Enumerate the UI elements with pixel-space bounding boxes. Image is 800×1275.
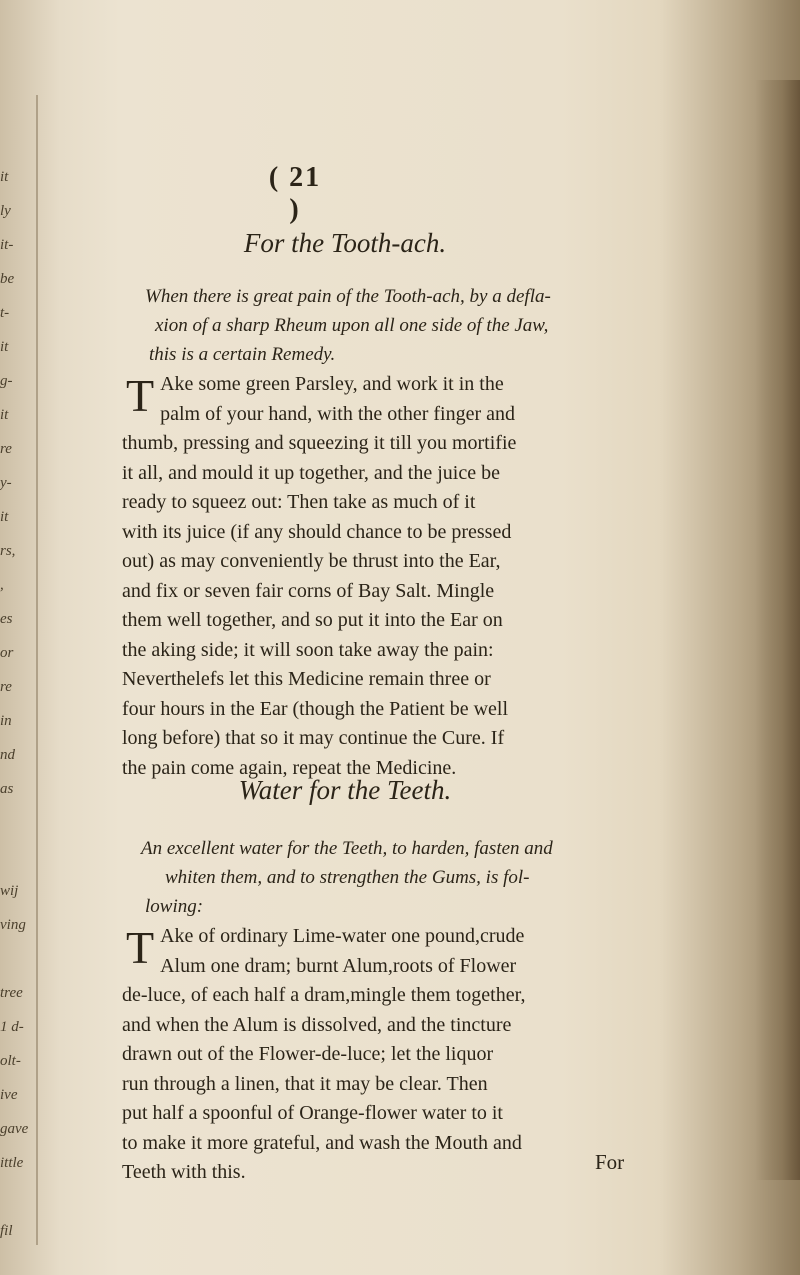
section-subtitle-tooth-ach [145,282,665,369]
facing-page-edge [36,95,38,1245]
subtitle-line: whiten them, and to strengthen the Gums, is fol- [165,867,530,888]
body-line: out) as may conveniently be thrust into the Ear, [122,550,501,572]
body-line: drawn out of the Flower-de-luce; let the liquor [122,1043,494,1065]
facing-page-fragment: be [0,271,15,287]
body-line: Teeth with this. [122,1161,246,1183]
section-heading-tooth-ach: For the Tooth-ach. [243,228,447,258]
facing-page-fragment: it [0,509,9,525]
facing-page-fragment [0,942,34,976]
body-line: and fix or seven fair corns of Bay Salt. Mingle [122,579,495,602]
facing-page-fragment: fil [0,1223,13,1239]
drop-cap: T [126,370,155,421]
subtitle-line: xion of a sharp Rheum upon all one side of the Jaw, [155,315,549,336]
body-line: Alum one dram; burnt Alum,roots of Flower [160,954,517,977]
facing-page-fragment: it [0,407,9,423]
body-line: ready to squeez out: Then take as much of it [122,491,476,513]
body-line: long before) that so it may continue the Cure. If [122,727,505,749]
section-body-tooth-ach [122,370,677,783]
body-line: four hours in the Ear (though the Patient be well [122,697,509,720]
body-line: it all, and mould it up together, and the juice be [122,461,500,484]
body-line: and when the Alum is dissolved, and the tincture [122,1013,512,1036]
facing-page-fragment: olt- [0,1053,21,1069]
body-line: de-luce, of each half a dram,mingle them together, [122,984,526,1006]
facing-page-fragment: nd [0,747,15,763]
body-line: the pain come again, repeat the Medicine. [122,756,457,779]
facing-page-fragment: ly [0,203,11,219]
facing-page-fragment: tree [0,985,23,1001]
section-subtitle-water-for-teeth [141,834,665,921]
facing-page-fragment [0,806,34,840]
facing-page-fragments [0,160,34,1248]
section-body-water-for-teeth [122,922,677,1188]
body-line: the aking side; it will soon take away the pain: [122,638,494,661]
facing-page-fragment: it [0,169,9,185]
facing-page-fragment: or [0,645,14,661]
body-line: Ake of ordinary Lime-water one pound,crude [160,925,525,947]
subtitle-line: An excellent water for the Teeth, to harden, fasten and [141,838,553,859]
facing-page-fragment: , [0,577,4,593]
body-line: thumb, pressing and squeezing it till you mortifie [122,432,517,454]
page-edge-shadow [755,80,800,1180]
facing-page-fragment: g- [0,373,13,389]
facing-page-fragment: re [0,679,12,695]
subtitle-line: When there is great pain of the Tooth-ach, by a defla- [145,286,551,307]
subtitle-line: this is a certain Remedy. [149,344,336,365]
body-line: run through a linen, that it may be clear. Then [122,1072,488,1095]
body-line: Neverthelefs let this Medicine remain three or [122,668,491,690]
body-line: Ake some green Parsley, and work it in the [160,373,504,395]
facing-page-fragment: ive [0,1087,18,1103]
body-line: them well together, and so put it into the Ear on [122,609,503,631]
facing-page-fragment: ving [0,917,26,933]
facing-page-fragment: it [0,339,9,355]
facing-page-fragment: re [0,441,12,457]
page-number: ( 21 ) [268,162,322,225]
facing-page-fragment: rs, [0,543,16,559]
facing-page-fragment: it- [0,237,14,253]
facing-page-fragment: es [0,611,13,627]
facing-page-fragment [0,840,34,874]
body-line: to make it more grateful, and wash the Mouth and [122,1131,522,1154]
facing-page-fragment: in [0,713,12,729]
facing-page-fragment: gave [0,1121,29,1137]
facing-page-fragment: y- [0,475,12,491]
facing-page-fragment [0,1180,34,1214]
catchword: For [595,1150,625,1174]
body-line: with its juice (if any should chance to be pressed [122,520,512,543]
body-line: put half a spoonful of Orange-flower water to it [122,1102,503,1124]
facing-page-fragment: 1 d- [0,1019,24,1035]
subtitle-line: lowing: [145,896,204,917]
facing-page-fragment: as [0,781,14,797]
body-line: palm of your hand, with the other finger and [160,402,516,425]
facing-page-fragment: ittle [0,1155,24,1171]
facing-page-fragment: t- [0,305,10,321]
section-heading-water-for-teeth: Water for the Teeth. [238,775,452,805]
facing-page-fragment: wij [0,883,19,899]
drop-cap: T [126,922,155,973]
